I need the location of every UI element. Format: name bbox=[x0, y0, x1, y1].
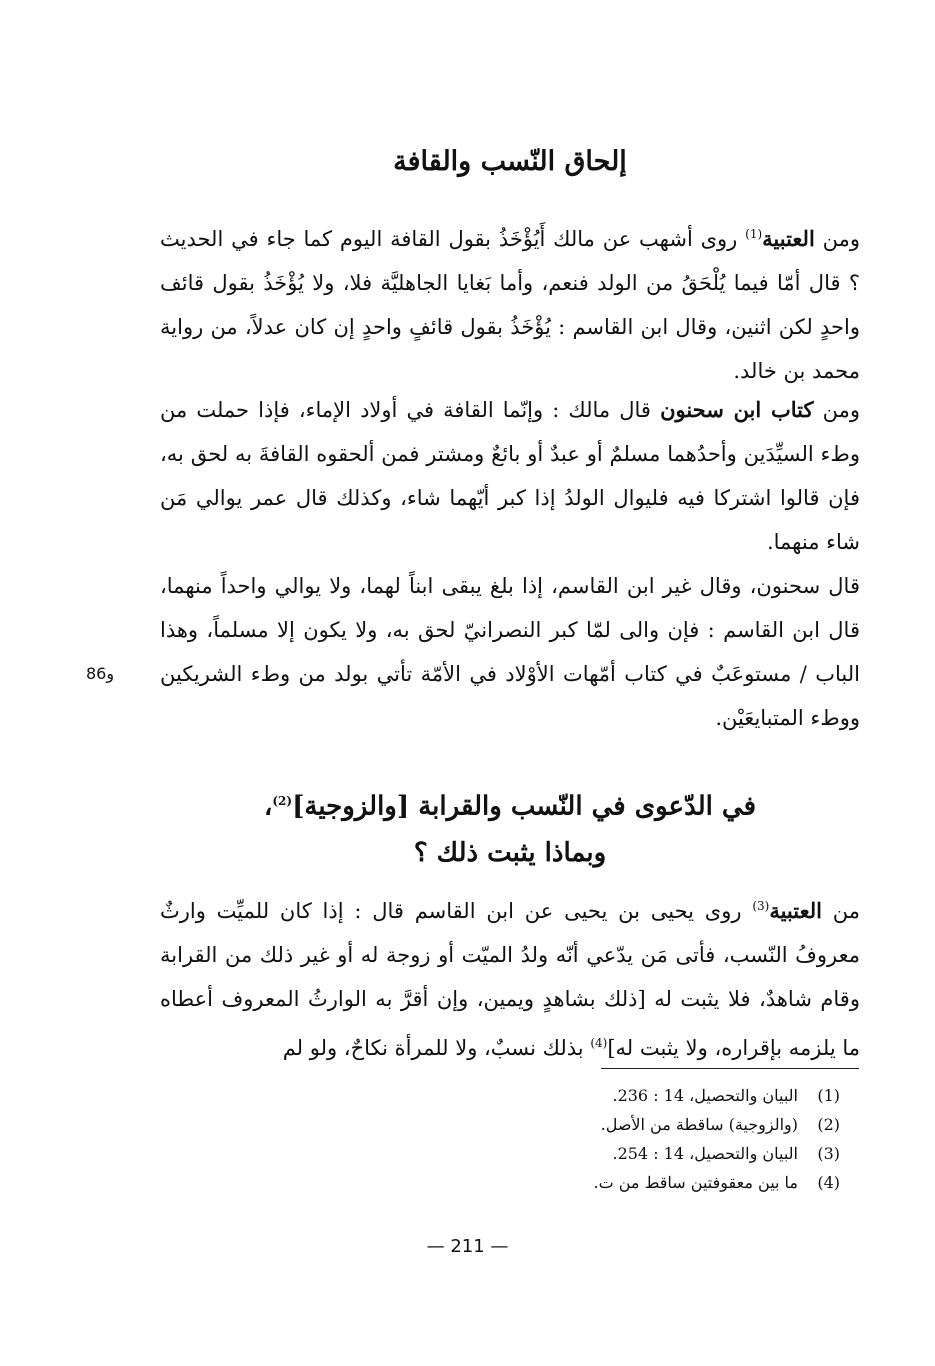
paragraph-1 bbox=[160, 212, 860, 393]
section-heading-2-line2: وبماذا يثبت ذلك ؟ bbox=[413, 837, 607, 868]
paragraph-4-lead: من bbox=[821, 899, 860, 923]
paragraph-4-text-a: روى يحيى بن يحيى عن ابن القاسم قال : إذا كان للميِّت وارثٌ معروفُ النّسب، فأتى مَن يدّعي أنّه ولدُ الميّت أو زوجة له أو غير ذلك من القرابة وقام شاهدٌ، فلا يثبت له [ذلك بشاهدٍ ويمين، وإن أقرَّ به الوارثُ المعروف أعطاه ما يلزمه بإقراره، ولا يثبت له] bbox=[160, 899, 860, 1060]
source-title: العتبية bbox=[762, 226, 815, 251]
paragraph-3-text: قال سحنون، وقال غير ابن القاسم، إذا بلغ يبقى ابناً لهما، ولا يوالي واحداً منهما، قال ابن القاسم : فإن والى لمّا كبر النصرانيّ لحق به، ولا يكون إلا مسلماً، وهذا الباب / مستوعَبٌ في كتاب أمّهات الأوْلاد في الأمّة تأتي بولد من وطء الشريكين ووطء المتبايعَيْن. bbox=[160, 574, 860, 730]
footnote-number: (1) bbox=[817, 1086, 840, 1105]
paragraph-3 bbox=[160, 564, 860, 740]
footnote-item bbox=[160, 1144, 840, 1173]
source-title: العتبية bbox=[769, 898, 822, 923]
footnote-item bbox=[160, 1173, 840, 1202]
footnotes bbox=[160, 1086, 840, 1202]
section-heading-1: إلحاق النّسب والقافة bbox=[393, 146, 627, 177]
footnote-text: البيان والتحصيل، 14 : 236. bbox=[612, 1086, 798, 1105]
footnote-number: (2) bbox=[817, 1115, 840, 1134]
footnote-number: (4) bbox=[817, 1173, 840, 1192]
footnote-ref-4[interactable]: (4) bbox=[590, 1036, 608, 1050]
section-heading-2 bbox=[160, 778, 860, 876]
footnote-ref-2[interactable]: (2) bbox=[272, 794, 293, 808]
footnote-number: (3) bbox=[817, 1144, 840, 1163]
paragraph-4-text-b: بذلك نسبٌ، ولا للمرأة نكاحٌ، ولو لم bbox=[282, 1036, 591, 1060]
footnote-text: البيان والتحصيل، 14 : 254. bbox=[612, 1144, 798, 1163]
footnote-ref-3[interactable]: (3) bbox=[752, 899, 770, 913]
footnote-item bbox=[160, 1115, 840, 1144]
footnote-text: (والزوجية) ساقطة من الأصل. bbox=[600, 1115, 798, 1134]
page-number: — 211 — bbox=[426, 1236, 509, 1257]
footnote-separator bbox=[601, 1068, 859, 1069]
footnote-text: ما بين معقوفتين ساقط من ت. bbox=[593, 1173, 798, 1192]
manuscript-folio-marker: 86و bbox=[86, 664, 115, 683]
paragraph-2-lead: ومن bbox=[813, 398, 860, 422]
paragraph-2-text: قال مالك : وإنّما القافة في أولاد الإماء، فإذا حملت من وطء السيِّدَين وأحدُهما مسلمٌ أو عبدٌ أو بائعٌ ومشتر فمن ألحقوه القافةَ به لحق به، فإن قالوا اشتركا فيه فليوال الولدُ إذا كبر أيّهما شاء، وكذلك قال عمر يوالي مَن شاء منهما. bbox=[160, 398, 860, 554]
source-title: كتاب ابن سحنون bbox=[660, 397, 814, 422]
paragraph-2 bbox=[160, 388, 860, 564]
paragraph-1-lead: ومن bbox=[814, 227, 860, 251]
section-heading-2-line1: في الدّعوى في النّسب والقرابة [والزوجية]$^{(2)}$، bbox=[263, 791, 757, 822]
paragraph-1-text: روى أشهب عن مالك أَيُؤْخَذُ بقول القافة اليوم كما جاء في الحديث ؟ قال أمّا فيما يُلْحَقُ من الولد فنعم، وأما بَغايا الجاهليَّة فلا، ولا يُؤْخَذُ بقول قائف واحدٍ لكن اثنين، وقال ابن القاسم : يُؤْخَذُ بقول قائفٍ واحدٍ إن كان عدلاً، من رواية محمد بن خالد. bbox=[160, 227, 860, 383]
paragraph-4 bbox=[160, 884, 860, 1070]
footnote-ref-1[interactable]: (1) bbox=[745, 227, 763, 241]
footnote-item bbox=[160, 1086, 840, 1115]
